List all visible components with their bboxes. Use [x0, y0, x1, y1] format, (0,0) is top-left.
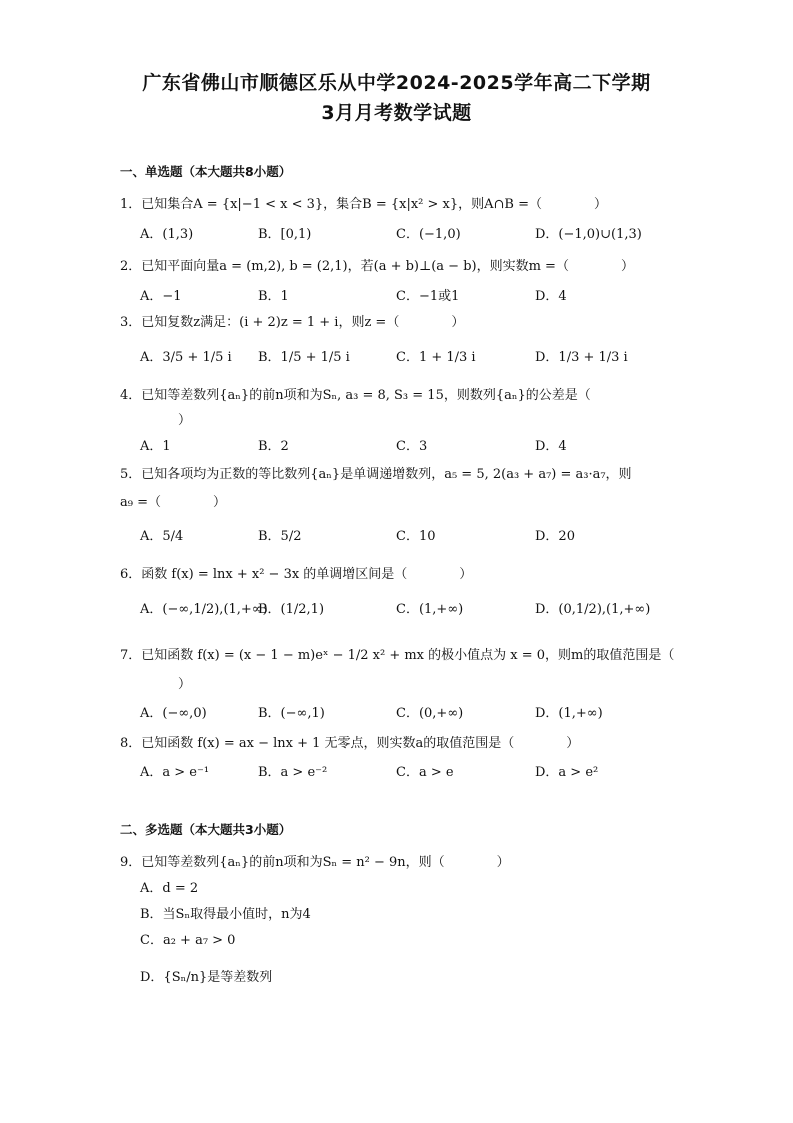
option-c[interactable]: C．(1,+∞) [396, 602, 464, 617]
option-b[interactable]: B．(1/2,1) [258, 602, 325, 617]
option-b[interactable]: B．5/2 [258, 529, 302, 544]
option-a[interactable]: A．(−∞,0) [140, 706, 207, 721]
question-number: 9． [120, 855, 142, 870]
question-9-option-b[interactable]: B．当Sₙ取得最小值时，n为4 [140, 907, 311, 922]
question-stem: 函数 f(x) = lnx + x² − 3x 的单调增区间是（ ） [141, 567, 473, 582]
page-title-line1: 广东省佛山市顺德区乐从中学2024-2025学年高二下学期 [142, 72, 651, 94]
option-b[interactable]: B．1/5 + 1/5 i [258, 350, 350, 365]
question-number: 8． [120, 736, 142, 751]
question-7-options [140, 700, 680, 728]
option-a[interactable]: A．3/5 + 1/5 i [140, 350, 232, 365]
question-4-options [140, 433, 680, 461]
question-4-continuation: ） [178, 413, 192, 428]
question-stem: 已知集合A = {x|−1 < x < 3}，集合B = {x|x² > x}，则A∩B =（ ） [141, 197, 608, 212]
question-3 [120, 310, 680, 336]
question-number: 4． [120, 388, 142, 403]
option-b[interactable]: B．2 [258, 439, 289, 454]
question-8 [120, 731, 680, 757]
question-number: 3． [120, 315, 142, 330]
question-3-options [140, 344, 680, 372]
option-a[interactable]: A．(1,3) [140, 227, 194, 242]
section-heading-single-choice: 一、单选题（本大题共8小题） [120, 164, 292, 179]
question-5-continuation: a₉ =（ ） [120, 495, 226, 510]
question-1-options [140, 221, 680, 249]
option-b[interactable]: B．1 [258, 289, 289, 304]
question-number: 7． [120, 648, 142, 663]
question-number: 1． [120, 197, 142, 212]
question-9 [120, 850, 680, 876]
question-7-continuation: ） [178, 677, 192, 692]
option-d[interactable]: D．20 [535, 529, 575, 544]
question-number: 5． [120, 467, 142, 482]
option-a[interactable]: A．1 [140, 439, 171, 454]
option-d[interactable]: D．(−1,0)∪(1,3) [535, 227, 642, 242]
option-d[interactable]: D．1/3 + 1/3 i [535, 350, 628, 365]
page-title-line2: 3月月考数学试题 [321, 102, 472, 124]
question-6 [120, 562, 680, 588]
option-d[interactable]: D．(0,1/2),(1,+∞) [535, 602, 651, 617]
option-b[interactable]: B．a > e⁻² [258, 765, 328, 780]
question-1 [120, 192, 680, 218]
question-9-option-d[interactable]: D．{Sₙ/n}是等差数列 [140, 970, 273, 985]
question-7 [120, 643, 680, 669]
question-9-option-a[interactable]: A．d = 2 [140, 881, 199, 896]
section-heading-multi-choice: 二、多选题（本大题共3小题） [120, 822, 292, 837]
option-a[interactable]: A．(−∞,1/2),(1,+∞) [140, 602, 268, 617]
question-number: 2． [120, 259, 142, 274]
option-d[interactable]: D．a > e² [535, 765, 599, 780]
question-stem: 已知等差数列{aₙ}的前n项和为Sₙ, a₃ = 8, S₃ = 15，则数列{aₙ}的公差是（ [141, 388, 591, 403]
option-b[interactable]: B．[0,1) [258, 227, 312, 242]
option-d[interactable]: D．4 [535, 439, 567, 454]
question-stem: 已知各项均为正数的等比数列{aₙ}是单调递增数列，a₅ = 5, 2(a₃ + a₇) = a₃·a₇，则 [141, 467, 632, 482]
question-stem: 已知函数 f(x) = (x − 1 − m)eˣ − 1/2 x² + mx 的极小值点为 x = 0，则m的取值范围是（ [141, 648, 675, 663]
question-6-options [140, 596, 680, 624]
question-9-option-c[interactable]: C．a₂ + a₇ > 0 [140, 933, 236, 948]
question-stem: 已知复数z满足：(i + 2)z = 1 + i，则z =（ ） [141, 315, 465, 330]
question-stem: 已知平面向量a = (m,2), b = (2,1)，若(a + b)⊥(a − b)，则实数m =（ ） [141, 259, 634, 274]
question-stem: 已知函数 f(x) = ax − lnx + 1 无零点，则实数a的取值范围是（ ） [141, 736, 580, 751]
question-stem: 已知等差数列{aₙ}的前n项和为Sₙ = n² − 9n，则（ ） [141, 855, 510, 870]
option-d[interactable]: D．(1,+∞) [535, 706, 603, 721]
option-d[interactable]: D．4 [535, 289, 567, 304]
option-a[interactable]: A．5/4 [140, 529, 184, 544]
option-a[interactable]: A．a > e⁻¹ [140, 765, 210, 780]
option-c[interactable]: C．10 [396, 529, 436, 544]
option-c[interactable]: C．a > e [396, 765, 454, 780]
option-c[interactable]: C．(0,+∞) [396, 706, 464, 721]
question-number: 6． [120, 567, 142, 582]
question-4 [120, 383, 680, 409]
option-c[interactable]: C．(−1,0) [396, 227, 461, 242]
option-c[interactable]: C．1 + 1/3 i [396, 350, 476, 365]
question-2 [120, 254, 680, 280]
option-c[interactable]: C．−1或1 [396, 289, 460, 304]
question-8-options [140, 759, 680, 787]
question-5 [120, 462, 680, 488]
option-a[interactable]: A．−1 [140, 289, 182, 304]
option-c[interactable]: C．3 [396, 439, 428, 454]
question-5-options [140, 523, 680, 551]
question-2-options [140, 283, 680, 311]
option-b[interactable]: B．(−∞,1) [258, 706, 325, 721]
